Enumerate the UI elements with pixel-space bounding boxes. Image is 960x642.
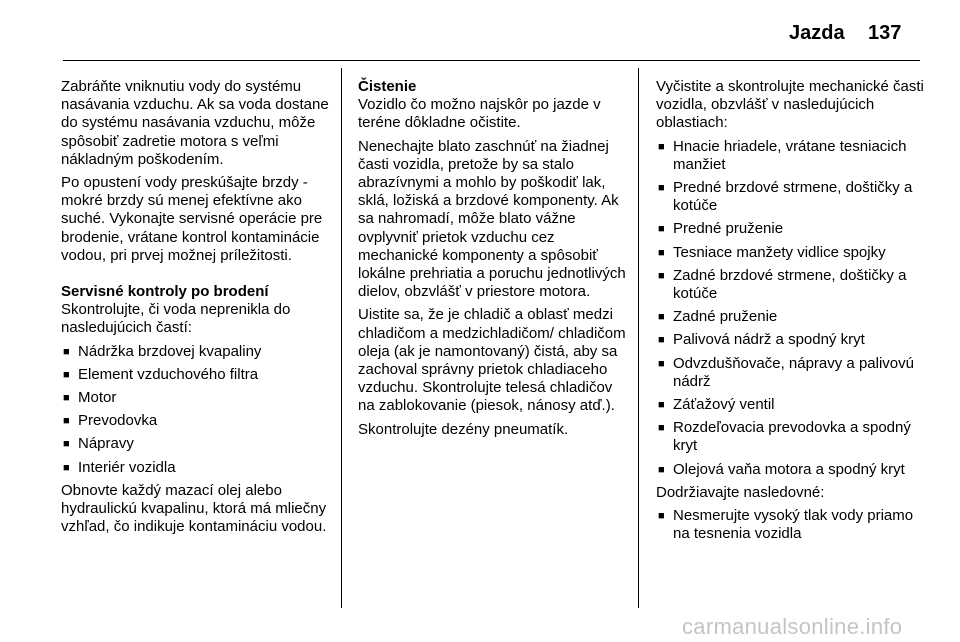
paragraph: Vyčistite a skontrolujte mechanické časti vozidla, obzvlášť v nasledujúcich oblastiach: (656, 78, 924, 132)
paragraph: Zabráňte vniknutiu vody do systému nasávania vzduchu. Ak sa voda dostane do systému nasávania vzduchu, môže spôsobiť zadretie motora s veľmi nákladným poškodením. (61, 78, 329, 168)
list-item: ■ Olejová vaňa motora a spodný kryt (658, 460, 905, 478)
page-number: 137 (868, 22, 902, 44)
column-1 (61, 78, 333, 541)
square-bullet-icon: ■ (658, 422, 665, 435)
watermark: carmanualsonline.info (682, 614, 903, 639)
list-item: ■ Nádržka brzdovej kvapaliny (63, 342, 262, 360)
paragraph: Uistite sa, že je chladič a oblasť medzi chladičom a medzichladičom/ chladičom oleja (ak je namontovaný) čistá, aby sa zachoval správny prietok chladiaceho vzduchu. Skontrolujte telesá chladičov na zablokovanie (piesok, nánosy atď.). (358, 306, 626, 415)
square-bullet-icon: ■ (63, 438, 70, 451)
paragraph: Obnovte každý mazací olej alebo hydraulickú kvapalinu, ktorá má mliečny vzhľad, čo indikuje kontamináciu vodou. (61, 481, 327, 536)
square-bullet-icon: ■ (63, 368, 70, 381)
paragraph: Dodržiavajte nasledovné: (656, 483, 825, 501)
square-bullet-icon: ■ (658, 357, 665, 370)
list-item: ■ Záťažový ventil (658, 396, 775, 414)
column-3 (656, 78, 926, 548)
list-item: ■ Element vzduchového filtra (63, 365, 259, 383)
square-bullet-icon: ■ (63, 392, 70, 405)
square-bullet-icon: ■ (658, 334, 665, 347)
list-item: ■ Interiér vozidla (63, 458, 176, 476)
square-bullet-icon: ■ (63, 415, 70, 428)
square-bullet-icon: ■ (658, 463, 665, 476)
paragraph: Nenechajte blato zaschnúť na žiadnej časti vozidla, pretože by sa stalo abrazívnymi a mohlo by poškodiť lak, sklá, ložiská a brzdové komponenty. Ak sa nahromadí, môže blato vážne ovplyvniť prietok vzduchu cez mechanické komponenty a spôsobiť lokálne prehriatia a poruchu jednotlivých dielov, obzvlášť v priestore motora. (358, 137, 626, 301)
list-item: ■ Prevodovka (63, 412, 158, 430)
list-item: ■ Predné brzdové strmene, doštičky a kotúče (658, 179, 913, 215)
column-divider-1 (341, 68, 342, 608)
column-2 (358, 78, 626, 444)
bullet-list (656, 138, 926, 479)
paragraph: Skontrolujte dezény pneumatík. (358, 420, 569, 438)
section-title: Jazda (789, 22, 845, 44)
header-rule (63, 60, 920, 61)
paragraph: Skontrolujte, či voda neprenikla do nasledujúcich častí: (61, 301, 291, 337)
list-item: ■ Odvzdušňovače, nápravy a palivovú nádrž (658, 354, 914, 390)
list-item: ■ Zadné pruženie (658, 308, 778, 326)
square-bullet-icon: ■ (658, 140, 665, 153)
section-heading: Servisné kontroly po brodení (61, 283, 269, 301)
list-item: ■ Predné pruženie (658, 220, 784, 238)
square-bullet-icon: ■ (63, 461, 70, 474)
square-bullet-icon: ■ (658, 223, 665, 236)
section-heading: Čistenie (358, 78, 417, 95)
list-item: ■ Tesniace manžety vidlice spojky (658, 243, 886, 261)
square-bullet-icon: ■ (658, 269, 665, 282)
square-bullet-icon: ■ (658, 182, 665, 195)
square-bullet-icon: ■ (63, 345, 70, 358)
list-item: ■ Motor (63, 389, 117, 407)
square-bullet-icon: ■ (658, 246, 665, 259)
square-bullet-icon: ■ (658, 399, 665, 412)
list-item: ■ Nápravy (63, 435, 134, 453)
paragraph: Po opustení vody preskúšajte brzdy - mokré brzdy sú menej efektívne ako suché. Vykonajte servisné operácie pre brodenie, vrátane kontrol kontaminácie vodou, pri prvej možnej príležitosti. (61, 174, 323, 264)
bullet-list (656, 507, 926, 543)
list-item: ■ Nesmerujte vysoký tlak vody priamo na tesnenia vozidla (658, 507, 914, 543)
list-item: ■ Palivová nádrž a spodný kryt (658, 331, 865, 349)
list-item: ■ Hnacie hriadele, vrátane tesniacich manžiet (658, 137, 907, 173)
page-header (0, 0, 960, 62)
paragraph: Vozidlo čo možno najskôr po jazde v teréne dôkladne očistite. (358, 96, 601, 132)
square-bullet-icon: ■ (658, 510, 665, 523)
list-item: ■ Rozdeľovacia prevodovka a spodný kryt (658, 419, 911, 455)
column-divider-2 (638, 68, 639, 608)
bullet-list (61, 343, 333, 477)
list-item: ■ Zadné brzdové strmene, doštičky a kotúče (658, 266, 907, 303)
square-bullet-icon: ■ (658, 311, 665, 324)
